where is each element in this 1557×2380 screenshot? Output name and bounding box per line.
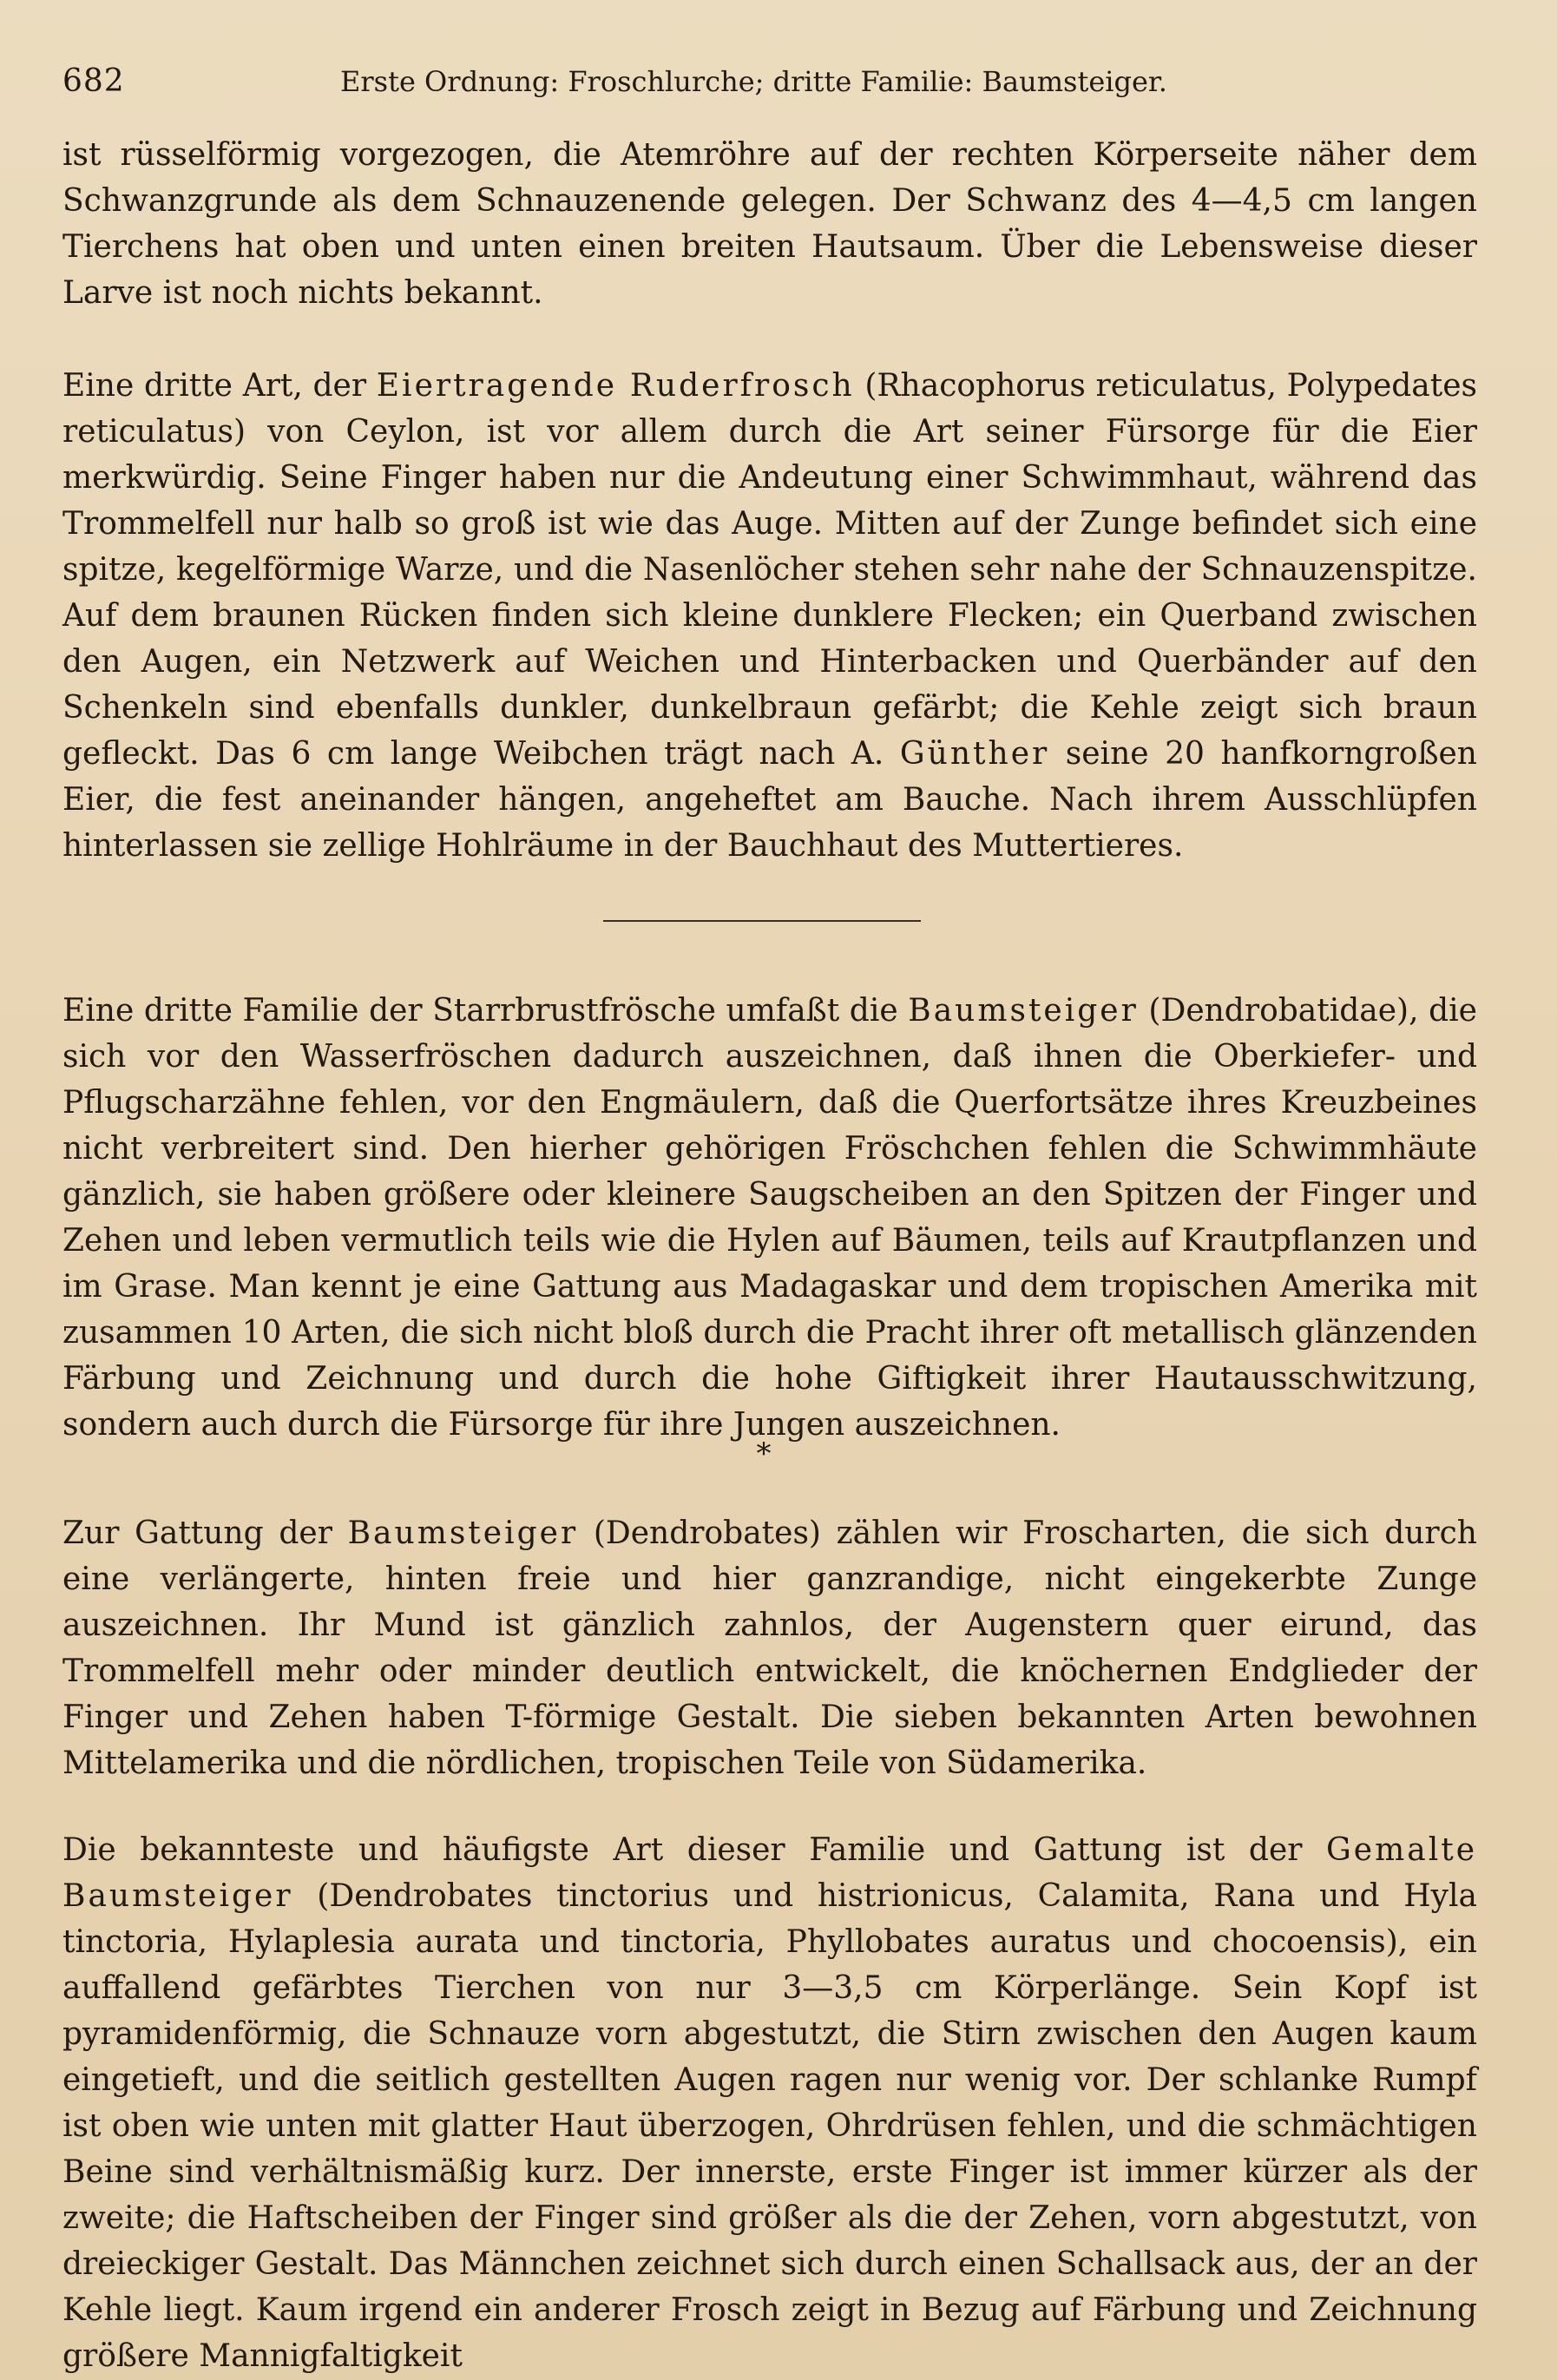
text-segment: seine 20 hanfkorngroßen Eier, die fest aneinander hängen, angeheftet am Bauche. Nach ihrem Ausschlüpfen hinterlassen sie zellige Hohlräume in der Bauchhaut des Muttertieres. <box>62 736 1477 864</box>
text-segment: (Dendrobates) zählen wir Froscharten, die sich durch eine verlängerte, hinten freie und hier ganzrandige, nicht eingekerbte Zunge auszeichnen. Ihr Mund ist gänzlich zahnlos, der Augenstern quer eirund, das Trommelfell mehr oder minder deutlich entwickelt, die knöchernen Endglieder der Finger und Zehen haben T-förmige Gestalt. Die sieben bekannten Arten bewohnen Mittelamerika und die nördlichen, tropischen Teile von Südamerika. <box>62 1515 1477 1781</box>
page-header <box>62 56 1496 108</box>
species-name-emphasis: Eiertragende Ruderfrosch <box>376 368 855 404</box>
text-segment: (Dendrobatidae), die sich vor den Wasserfröschen dadurch auszeichnen, daß ihnen die Oberkiefer- und Pflugscharzähne fehlen, vor den Engmäulern, daß die Querfortsätze ihres Kreuzbeines nicht verbreitert sind. Den hierher gehörigen Fröschchen fehlen die Schwimmhäute gänzlich, sie haben größere oder kleinere Saugscheiben an den Spitzen der Finger und Zehen und leben vermutlich teils wie die Hylen auf Bäumen, teils auf Krautpflanzen und im Grase. Man kennt je eine Gattung aus Madagaskar und dem tropischen Amerika mit zusammen 10 Arten, die sich nicht bloß durch die Pracht ihrer oft metallisch glänzenden Färbung und Zeichnung und durch die hohe Giftigkeit ihrer Hautausschwitzung, sondern auch durch die Fürsorge für ihre Jungen auszeichnen. <box>62 993 1477 1443</box>
genus-name-emphasis: Baumsteiger <box>347 1515 579 1551</box>
asterisk-separator: * <box>756 1437 772 1471</box>
species-name-emphasis: Gemalte Baumsteiger <box>62 1832 1477 1914</box>
text-segment: Eine dritte Familie der Starrbrustfrösche umfaßt die <box>62 993 909 1029</box>
text-segment: Zur Gattung der <box>62 1515 348 1551</box>
author-name-emphasis: Günther <box>899 736 1050 772</box>
running-head: Erste Ordnung: Froschlurche; dritte Familie: Baumsteiger. <box>340 65 1167 98</box>
paragraph-rhacophorus <box>62 363 1477 871</box>
paragraph-dendrobates-genus <box>62 1510 1477 1790</box>
text-segment: (Rhacophorus reticulatus, Polypedates reticulatus) von Ceylon, ist vor allem durch die Art seiner Fürsorge für die Eier merkwürdig. Seine Finger haben nur die Andeutung einer Schwimmhaut, während das Trommelfell nur halb so groß ist wie das Auge. Mitten auf der Zunge befindet sich eine spitze, kegelförmige Warze, und die Nasenlöcher stehen sehr nahe der Schnauzenspitze. Auf dem braunen Rücken finden sich kleine dunklere Flecken; ein Querband zwischen den Augen, ein Netzwerk auf Weichen und Hinterbacken und Querbänder auf den Schenkeln sind ebenfalls dunkler, dunkelbraun gefärbt; die Kehle zeigt sich braun gefleckt. Das 6 cm lange Weibchen trägt nach A. <box>62 368 1477 772</box>
family-name-emphasis: Baumsteiger <box>908 993 1139 1029</box>
text-segment: Eine dritte Art, der <box>62 368 377 404</box>
page-number: 682 <box>62 63 125 99</box>
paragraph-dendrobatidae-family <box>62 988 1477 1450</box>
text-segment: (Dendrobates tinctorius und histrionicus, Calamita, Rana und Hyla tinctoria, Hylaplesia aurata und tinctoria, Phyllobates auratus und chocoensis), ein auffallend gefärbtes Tierchen von nur 3—3,5 cm Körperlänge. Sein Kopf ist pyramidenförmig, die Schnauze vorn abgestutzt, die Stirn zwischen den Augen kaum eingetieft, und die seitlich gestellten Augen ragen nur wenig vor. Der schlanke Rumpf ist oben wie unten mit glatter Haut überzogen, Ohrdrüsen fehlen, und die schmächtigen Beine sind verhältnismäßig kurz. Der innerste, erste Finger ist immer kürzer als der zweite; die Haftscheiben der Finger sind größer als die der Zehen, vorn abgestutzt, von dreieckiger Gestalt. Das Männchen zeichnet sich durch einen Schallsack aus, der an der Kehle liegt. Kaum irgend ein anderer Frosch zeigt in Bezug auf Färbung und Zeichnung größere Mannigfaltigkeit <box>62 1878 1477 2374</box>
section-divider <box>603 920 921 922</box>
paragraph-gemalte-baumsteiger <box>62 1827 1477 2374</box>
text-segment: Die bekannteste und häufigste Art dieser Familie und Gattung ist der <box>62 1832 1327 1868</box>
paragraph-larva-description: ist rüsselförmig vorgezogen, die Atemröhre auf der rechten Körperseite näher dem Schwanzgrunde als dem Schnauzenende gelegen. Der Schwanz des 4—4,5 cm langen Tierchens hat oben und unten einen breiten Hautsaum. Über die Lebensweise dieser Larve ist noch nichts bekannt. <box>62 137 1477 311</box>
